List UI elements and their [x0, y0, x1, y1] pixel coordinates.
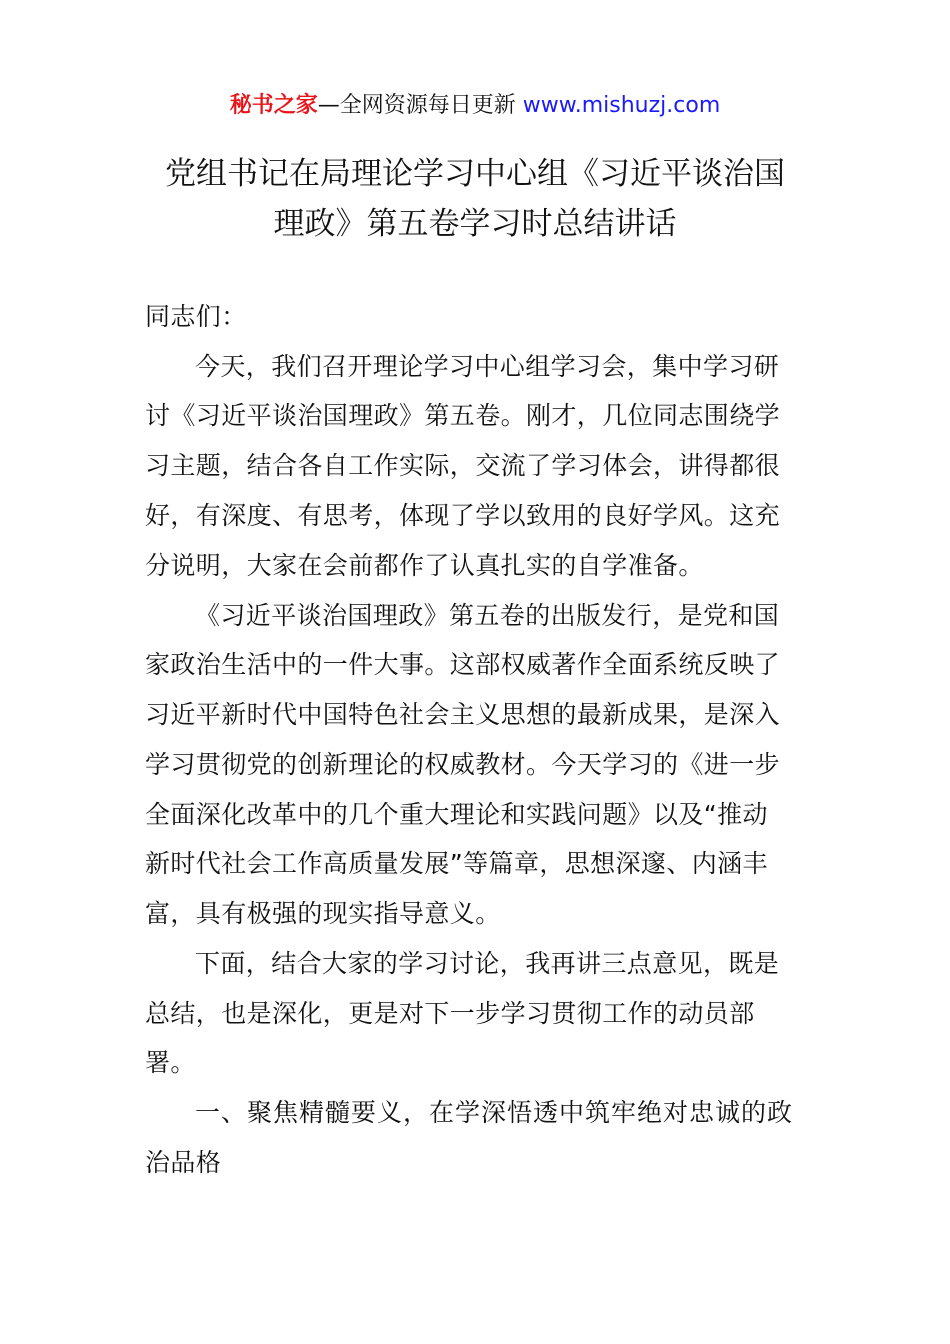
body-line: 总结，也是深化，更是对下一步学习贯彻工作的动员部: [145, 999, 755, 1028]
salutation: 同志们：: [145, 302, 247, 331]
body-line: 下面，结合大家的学习讨论，我再讲三点意见，既是: [195, 949, 780, 978]
body-line: 家政治生活中的一件大事。这部权威著作全面系统反映了: [145, 650, 781, 679]
brand-name: 秘书之家: [229, 93, 318, 118]
tagline: —全网资源每日更新: [317, 93, 516, 118]
body-line: 习近平新时代中国特色社会主义思想的最新成果，是深入: [145, 700, 781, 729]
document-title-line: 理政》第五卷学习时总结讲话: [273, 206, 677, 242]
section-heading: 治品格: [145, 1148, 222, 1177]
body-line: 今天，我们召开理论学习中心组学习会，集中学习研: [195, 352, 780, 381]
body-line: 习主题，结合各自工作实际，交流了学习体会，讲得都很: [145, 451, 781, 480]
body-line: 好，有深度、有思考，体现了学以致用的良好学风。这充: [145, 501, 781, 530]
site-url[interactable]: www.mishuzj.com: [522, 93, 721, 118]
body-line: 署。: [145, 1048, 196, 1077]
document-title-line: 党组书记在局理论学习中心组《习近平谈治国: [165, 156, 785, 192]
body-line: 新时代社会工作高质量发展”等篇章，思想深邃、内涵丰: [145, 849, 768, 878]
body-line: 全面深化改革中的几个重大理论和实践问题》以及“推动: [145, 800, 768, 829]
body-line: 《习近平谈治国理政》第五卷的出版发行，是党和国: [195, 601, 780, 630]
body-line: 富，具有极强的现实指导意义。: [145, 899, 501, 928]
body-line: 分说明，大家在会前都作了认真扎实的自学准备。: [145, 551, 704, 580]
section-heading: 一、聚焦精髓要义，在学深悟透中筑牢绝对忠诚的政: [195, 1098, 794, 1127]
body-line: 学习贯彻党的创新理论的权威教材。今天学习的《进一步: [145, 750, 781, 779]
site-header: [0, 88, 950, 119]
body-line: 讨《习近平谈治国理政》第五卷。刚才，几位同志围绕学: [145, 401, 781, 430]
